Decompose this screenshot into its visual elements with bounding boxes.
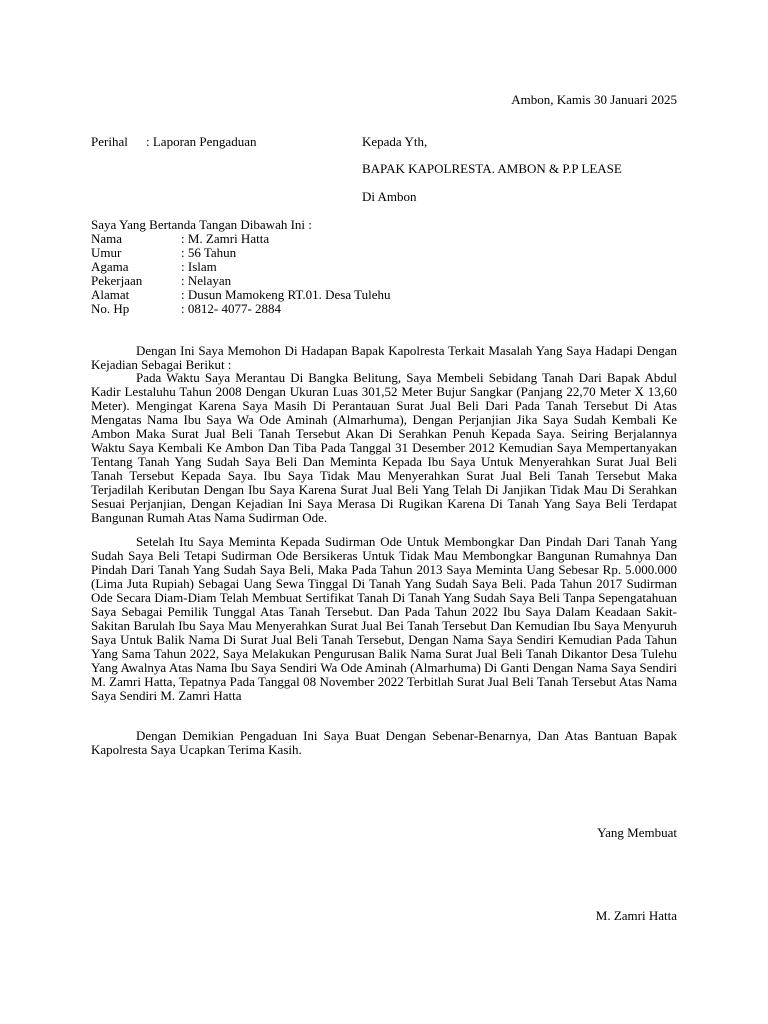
identity-row-phone xyxy=(91,302,281,316)
identity-row-age xyxy=(91,246,236,260)
identity-value: : 56 Tahun xyxy=(181,245,237,260)
identity-value: : Nelayan xyxy=(181,273,232,288)
identity-row-religion xyxy=(91,260,217,274)
recipient-location: Di Ambon xyxy=(362,189,417,204)
identity-label: Pekerjaan xyxy=(91,273,143,288)
identity-label: No. Hp xyxy=(91,301,130,316)
signature-label: Yang Membuat xyxy=(597,825,677,840)
identity-label: Umur xyxy=(91,245,122,260)
subject-label: Perihal xyxy=(91,134,128,149)
identity-row-address xyxy=(91,288,391,302)
identity-value: : Islam xyxy=(181,259,217,274)
identity-label: Nama xyxy=(91,231,123,246)
identity-label: Agama xyxy=(91,259,129,274)
subject-value: : Laporan Pengaduan xyxy=(146,134,257,149)
recipient-name: BAPAK KAPOLRESTA. AMBON & P.P LEASE xyxy=(362,161,622,176)
identity-row-occupation xyxy=(91,274,231,288)
signature-name: M. Zamri Hatta xyxy=(595,908,677,923)
identity-value: : 0812- 4077- 2884 xyxy=(181,301,282,316)
identity-label: Alamat xyxy=(91,287,130,302)
intro-line: Saya Yang Bertanda Tangan Dibawah Ini : xyxy=(91,217,312,232)
recipient-greeting: Kepada Yth, xyxy=(362,134,428,149)
identity-value: : Dusun Mamokeng RT.01. Desa Tulehu xyxy=(181,287,391,302)
body-paragraph-4: Dengan Demikian Pengaduan Ini Saya Buat Dengan Sebenar-Benarnya, Dan Atas Bantuan Bapak Kapolresta Saya Ucapkan Terima Kasih. xyxy=(91,728,677,757)
body-paragraph-3: Setelah Itu Saya Meminta Kepada Sudirman Ode Untuk Membongkar Dan Pindah Dari Tanah Yang Sudah Saya Beli Tetapi Sudirman Ode Bersikeras Untuk Tidak Mau Membongkar Bangunan Rumahnya Dan Pindah Dari Tanah Yang Sudah Saya Beli, Maka Pada Tahun 2013 Saya Meminta Uang Sebesar Rp. 5.000.000 (Lima Juta Rupiah) Sebagai Uang Sewa Tinggal Di Tanah Yang Sudah Saya Beli. Pada Tahun 2017 Sudirman Ode Secara Diam-Diam Telah Membuat Sertifikat Tanah Di Tanah Yang Sudah Saya Beli Tanpa Sepengatahuan Saya Sebagai Pemilik Tunggal Atas Tanah Tersebut. Dan Pada Tahun 2022 Ibu Saya Dalam Keadaan Sakit-Sakitan Barulah Ibu Saya Mau Menyerahkan Surat Jual Bei Tanah Tersebut Dan Kemudian Ibu Saya Menyuruh Saya Untuk Balik Nama Di Surat Jual Beli Tanah Tersebut, Dengan Nama Saya Sendiri Kemudian Pada Tahun Yang Sama Tahun 2022, Saya Melakukan Pengurusan Balik Nama Surat Jual Beli Tanah Dikantor Desa Tulehu Yang Awalnya Atas Nama Ibu Saya Sendiri Wa Ode Aminah (Almarhuma) Di Ganti Dengan Nama Saya Sendiri M. Zamri Hatta, Tepatnya Pada Tanggal 08 November 2022 Terbitlah Surat Jual Beli Tanah Tersebut Atas Nama Saya Sendiri M. Zamri Hatta xyxy=(91,534,677,703)
body-paragraph-1: Dengan Ini Saya Memohon Di Hadapan Bapak Kapolresta Terkait Masalah Yang Saya Hadapi Dengan Kejadian Sebagai Berikut : xyxy=(91,343,677,372)
place-date: Ambon, Kamis 30 Januari 2025 xyxy=(511,92,677,107)
identity-row-name xyxy=(91,232,269,246)
body-paragraph-2: Pada Waktu Saya Merantau Di Bangka Belitung, Saya Membeli Sebidang Tanah Dari Bapak Abdul Kadir Lestaluhu Tahun 2008 Dengan Ukuran Luas 301,52 Meter Bujur Sangkar (Panjang 22,70 Meter X 13,60 Meter). Mengingat Karena Saya Masih Di Perantauan Surat Jual Beli Dari Pada Tanah Tersebut Di Atas Mengatas Nama Ibu Saya Wa Ode Aminah (Almarhuma), Dengan Perjanjian Jika Saya Sudah Kembali Ke Ambon Maka Surat Jual Beli Tanah Tersebut Akan Di Serahkan Penuh Kepada Saya. Seiring Berjalannya Waktu Saya Kembali Ke Ambon Dan Tiba Pada Tanggal 31 Desember 2012 Kemudian Saya Mempertanyakan Tentang Tanah Yang Sudah Saya Beli Dan Meminta Kepada Ibu Saya Untuk Menyerahkan Surat Jual Beli Tanah Tersebut Kepada Saya. Ibu Saya Tidak Mau Menyerahkan Surat Jual Beli Tanah Tersebut Maka Terjadilah Keributan Dengan Ibu Saya Karena Surat Jual Beli Yang Telah Di Janjikan Tidak Mau Di Serahkan Sesuai Perjanjian, Dengan Kejadian Ini Saya Merasa Di Rugikan Karena Di Tanah Yang Saya Beli Terdapat Bangunan Rumah Atas Nama Sudirman Ode. xyxy=(91,370,677,525)
identity-value: : M. Zamri Hatta xyxy=(181,231,270,246)
